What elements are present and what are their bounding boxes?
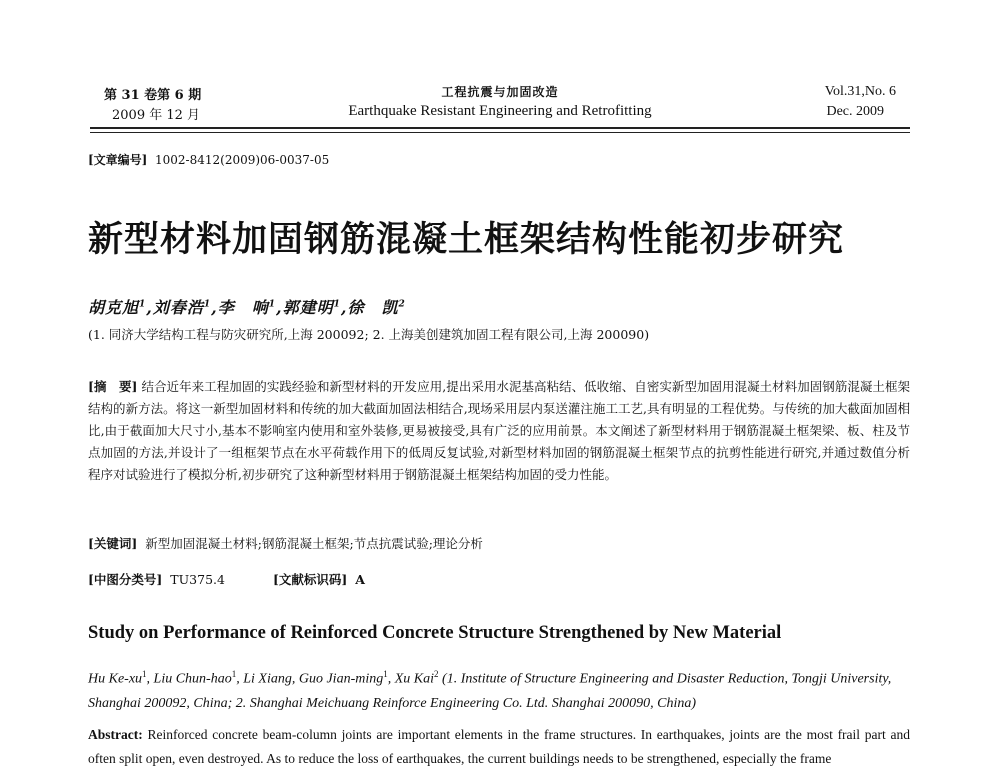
author-name: 李 响: [217, 298, 269, 317]
affiliation-cn: (1. 同济大学结构工程与防灾研究所,上海 200092; 2. 上海美创建筑加固工程有限公司,上海 200090): [88, 327, 650, 342]
author-name: Guo Jian-ming: [298, 671, 384, 687]
keywords-cn-text: 新型加固混凝土材料;钢筋混凝土框架;节点抗震试验;理论分析: [145, 536, 483, 551]
classification-line: [88, 570, 365, 588]
keywords-cn: [88, 534, 483, 552]
author-list-cn: 胡克旭$^1$,刘春浩$^1$,李 响$^1$,郭建明$^1$,徐 凯$^2$: [88, 298, 406, 317]
clc-label: [中图分类号]: [88, 572, 163, 587]
author-name: Li Xiang: [243, 671, 292, 687]
clc-value: TU375.4: [170, 572, 225, 587]
paper-title-cn: 新型材料加固钢筋混凝土框架结构性能初步研究: [88, 219, 845, 260]
affiliation-en: (1. Institute of Structure Engineering and Disaster Reduction, Tongji University, Shanghai 200092, China; 2. Shanghai Meichuang Reinforce Engineering Co. Ltd. Shanghai 200090, China): [88, 671, 892, 711]
abstract-cn-text: 结合近年来工程加固的实践经验和新型材料的开发应用,提出采用水泥基高粘结、低收缩、自密实新型加固用混凝土材料加固钢筋混凝土框架结构的新方法。将这一新型加固材料和传统的加大截面加固法相结合,现场采用层内泵送灌注施工工艺,具有明显的工程优势。与传统的加大截面加固相比,由于截面加大尺寸小,基本不影响室内使用和室外装修,更易被接受,具有广泛的应用前景。本文阐述了新型材料用于钢筋混凝土框架梁、板、柱及节点加固的方法,并设计了一组框架节点在水平荷载作用下的低周反复试验,对新型材料加固的钢筋混凝土框架节点的抗剪性能进行研究,并通过数值分析程序对试验进行了模拟分析,初步研究了这种新型材料用于钢筋混凝土框架结构加固的受力性能。: [88, 379, 910, 482]
abstract-cn-label: [摘 要]: [88, 379, 138, 394]
author-name: 胡克旭: [88, 298, 140, 317]
paper-title-en: Study on Performance of Reinforced Concrete Structure Strengthened by New Material: [88, 623, 782, 643]
author-affil-mark: 2: [434, 669, 439, 679]
header-volume-en: Vol.31,No. 6: [824, 84, 896, 99]
author-affil-mark: 1: [383, 669, 388, 679]
author-affil-mark: 1: [231, 669, 237, 679]
article-number-label: [文章编号]: [88, 153, 148, 167]
author-name: 郭建明: [282, 298, 334, 317]
author-affil-mark: 1: [333, 299, 341, 310]
author-name: Liu Chun-hao: [153, 671, 232, 687]
journal-title-en: Earthquake Resistant Engineering and Retrofitting: [348, 103, 652, 119]
author-affil-mark: 2: [398, 299, 406, 310]
journal-title-cn: 工程抗震与加固改造: [441, 85, 559, 99]
author-name: Xu Kai: [394, 671, 435, 687]
author-affil-mark: 1: [139, 299, 147, 310]
doc-code-value: A: [355, 572, 365, 587]
author-name: Hu Ke-xu: [88, 671, 143, 687]
doc-code-label: [文献标识码]: [272, 572, 348, 587]
header-rule-thick: [90, 127, 910, 129]
header-date-en: Dec. 2009: [826, 104, 884, 119]
header-rule-thin: [90, 132, 910, 133]
author-name: 徐 凯: [347, 298, 399, 317]
header-date-cn: 2009 年 12 月: [112, 108, 201, 123]
keywords-cn-label: [关键词]: [88, 536, 138, 551]
author-affil-mark: 1: [203, 299, 212, 310]
header-volume-cn: 第 31 卷第 6 期: [104, 88, 202, 103]
author-affil-mark: 1: [268, 299, 276, 310]
abstract-en: [88, 723, 910, 771]
author-list-en: Hu $Ke-xu^1$, Liu Chun-hao$^1$, Li Xiang, Guo Jian-ming$^1$, Xu Kai$^2$ (1. Institute of Structure Engineering and Disaster Reduction, Tongji University, Shanghai 200092, China; 2. Shanghai Meichuang Reinforce Engineering Co. Ltd. Shanghai 200090, China): [88, 669, 892, 711]
abstract-en-text: Reinforced concrete beam-column joints are important elements in the frame structures. In earthquakes, joints are the most frail part and often split open, even destroyed. As to reduce the loss of earthquakes, the current buildings needs to be strengthened, especially the frame: [88, 727, 911, 766]
author-affil-mark: 1: [142, 669, 147, 679]
abstract-cn: [88, 376, 910, 486]
article-number-value: 1002-8412(2009)06-0037-05: [155, 153, 330, 167]
article-number: [88, 151, 329, 168]
abstract-en-label: Abstract:: [88, 727, 143, 742]
author-name: 刘春浩: [152, 298, 204, 317]
